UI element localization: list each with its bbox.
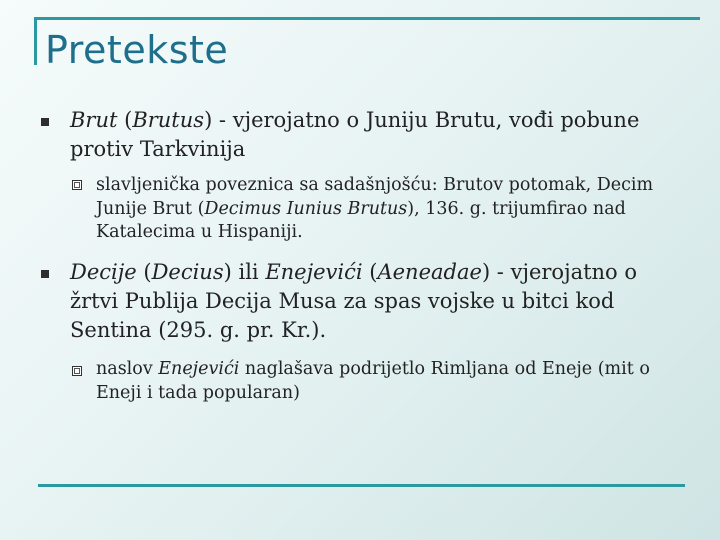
title-frame-top-line — [34, 17, 700, 20]
item-text: vjerojatno o Juniju Brutu, vođi pobune protiv Tarkvinija — [70, 108, 640, 161]
paren-close-2: ) - — [481, 260, 511, 284]
sub-text-before: naslov — [96, 359, 159, 379]
paren-open: ( — [117, 108, 133, 132]
term2: Enejevići — [265, 260, 363, 284]
paren-open: ( — [136, 260, 152, 284]
paren-close: ) - — [204, 108, 233, 132]
paren-close: ) — [223, 260, 239, 284]
sub-latin: Decimus Iunius Brutus — [204, 198, 408, 219]
connector: ili — [238, 260, 266, 284]
sub-text-after: ), 136. g. trijumfirao nad Katalecima u Hispaniji. — [96, 198, 626, 242]
sub-text-after: naglašava podrijetlo Rimljana od Eneje (mit o Eneji i tada popularan) — [96, 359, 650, 403]
term2-latin: Aeneadae — [377, 260, 482, 284]
sub-text-before: slavljenička poveznica sa sadašnjošću: Brutov potomak, Decim Junije Brut ( — [96, 175, 654, 219]
bullet-item-brut — [70, 106, 685, 164]
checkbox-bullet-icon — [72, 366, 82, 376]
term: Brut — [70, 108, 118, 132]
sub-item-brut — [96, 174, 686, 245]
bottom-divider — [38, 484, 685, 487]
bullet-item-decije — [70, 258, 685, 345]
term-latin: Decius — [151, 260, 224, 284]
term: Decije — [70, 260, 137, 284]
sub-latin: Enejevići — [158, 359, 240, 379]
slide-title: Pretekste — [45, 28, 229, 72]
square-bullet-icon — [41, 270, 49, 278]
item-text: vjerojatno o žrtvi Publija Decija Musa za spas vojske u bitci kod Sentina (295. g. pr. Kr.). — [70, 260, 638, 342]
square-bullet-icon — [41, 118, 49, 126]
sub-item-decije — [96, 358, 686, 405]
term-latin: Brutus — [132, 108, 205, 132]
title-frame-left-line — [34, 17, 37, 65]
checkbox-bullet-icon — [72, 180, 82, 190]
paren-open-2: ( — [362, 260, 378, 284]
